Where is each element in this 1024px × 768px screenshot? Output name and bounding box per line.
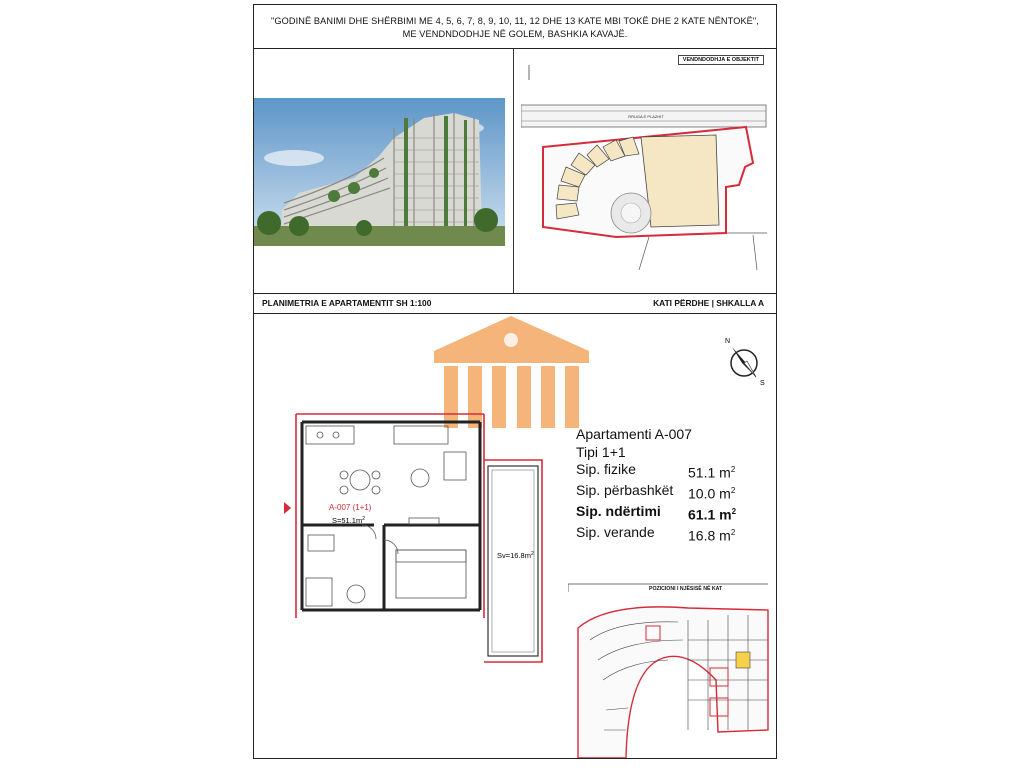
keyplan-image — [568, 580, 776, 758]
compass-south: S — [760, 380, 765, 387]
area-row: Sip. ndërtimi 61.1 $m^2$ — [576, 503, 737, 523]
apartment-name: Apartamenti A-007 — [576, 426, 692, 442]
road-label: RRUGA E PLAZHIT — [628, 114, 664, 119]
unit-label: A-007 (1+1) — [329, 503, 372, 512]
unit-area-label: S=51.1m — [332, 516, 363, 525]
area-label: Sip. verande — [576, 524, 655, 541]
apartment-type: Tipi 1+1 — [576, 443, 626, 460]
area-value: 16.8 m — [688, 528, 731, 545]
svg-text:Sv=16.8m2 — [497, 551, 534, 560]
site-plan-image — [521, 55, 771, 288]
area-row: Sip. fizike 51.1 $m^2$ — [576, 461, 736, 481]
building-render-image — [254, 98, 505, 246]
divider — [254, 313, 776, 314]
apartment-info — [576, 426, 766, 546]
area-value: 10.0 m — [688, 485, 731, 502]
divider — [513, 49, 514, 294]
divider — [254, 48, 776, 49]
unit-area-sup: 2 — [362, 516, 366, 522]
veranda-area-label: Sv=16.8m — [497, 551, 531, 560]
keyplan-label: POZICIONI I NJËSISË NË KAT — [649, 586, 723, 592]
area-row: Sip. verande 16.8 $m^2$ — [576, 524, 736, 545]
area-value: 61.1 m — [688, 506, 732, 523]
area-label: Sip. përbashkët — [576, 482, 674, 499]
divider — [254, 293, 776, 294]
plan-section-left-label: PLANIMETRIA E APARTAMENTIT SH 1:100 — [262, 298, 432, 308]
title-line-2: ME VENDNDODHJE NË GOLEM, BASHKIA KAVAJË. — [402, 29, 628, 39]
document-title — [254, 15, 776, 41]
veranda-area-sup: 2 — [530, 551, 534, 557]
north-arrow-icon — [716, 333, 776, 393]
title-line-1: "GODINË BANIMI DHE SHËRBIMI ME 4, 5, 6, 7, 8, 9, 10, 11, 12 DHE 13 KATE MBI TOKË DHE 2 KATE NËNTOKË", — [271, 16, 759, 26]
apartment-floor-plan — [284, 400, 554, 672]
area-label: Sip. fizike — [576, 461, 636, 477]
location-label: VENDNDODHJA E OBJEKTIT — [678, 55, 764, 65]
area-value: 51.1 m — [688, 464, 731, 481]
area-label: Sip. ndërtimi — [576, 503, 661, 520]
drawing-sheet — [253, 4, 777, 759]
area-row: Sip. përbashkët 10.0 $m^2$ — [576, 482, 736, 502]
svg-text:S=51.1m2 — [332, 516, 365, 525]
compass-north: N — [725, 338, 731, 345]
plan-section-right-label: KATI PËRDHE | SHKALLA A — [653, 298, 764, 308]
